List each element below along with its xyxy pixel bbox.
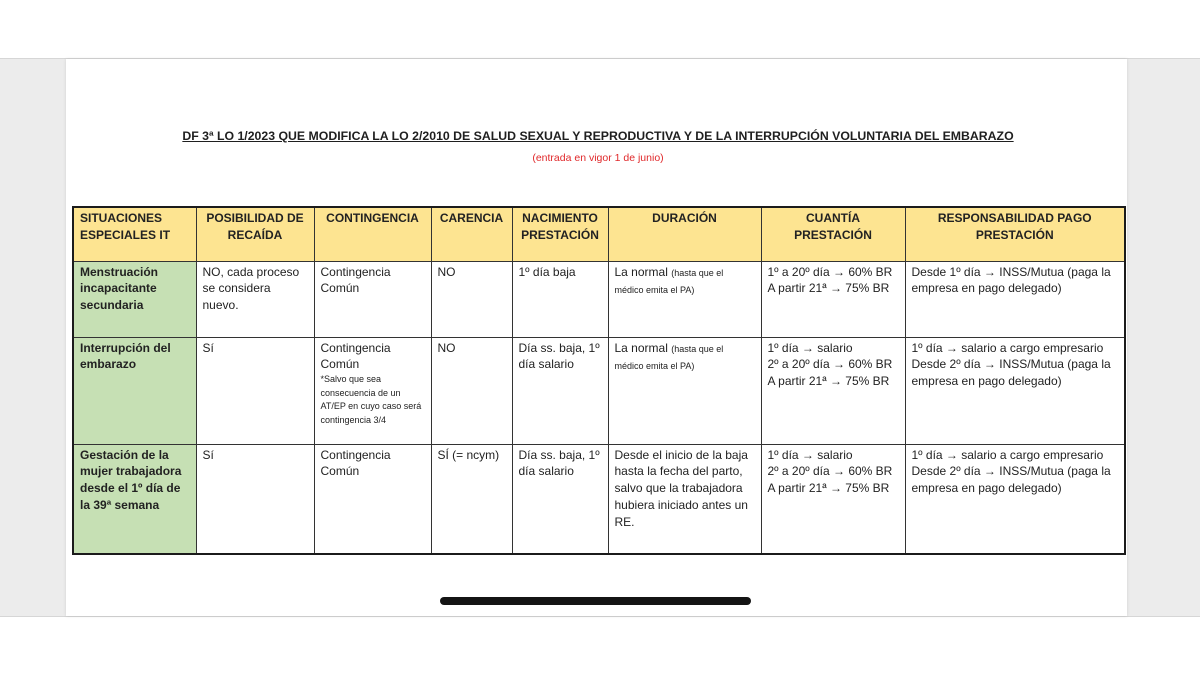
table-row bbox=[73, 337, 1125, 444]
situation-cell: Interrupción del embarazo bbox=[73, 337, 196, 444]
responsabilidad-line: Desde 1º día → INSS/Mutua (paga la empresa en pago delegado) bbox=[911, 264, 1111, 296]
page-subtitle: (entrada en vigor 1 de junio) bbox=[532, 152, 664, 164]
cuantia-cell bbox=[761, 337, 905, 444]
carencia-cell: NO bbox=[431, 337, 512, 444]
cuantia-line: A partir 21ª → 75% BR bbox=[767, 281, 890, 296]
column-header: SITUACIONES ESPECIALES IT bbox=[73, 207, 196, 261]
column-header: RESPONSABILIDAD PAGO PRESTACIÓN bbox=[905, 207, 1125, 261]
recaida-cell: NO, cada proceso se considera nuevo. bbox=[196, 261, 314, 337]
cuantia-cell bbox=[761, 261, 905, 337]
situation-cell: Menstruación incapacitante secundaria bbox=[73, 261, 196, 337]
responsabilidad-line: Desde 2º día → INSS/Mutua (paga la empresa en pago delegado) bbox=[911, 464, 1111, 496]
page-title: DF 3ª LO 1/2023 QUE MODIFICA LA LO 2/2010 DE SALUD SEXUAL Y REPRODUCTIVA Y DE LA INTERRUPCIÓN VOLUNTARIA DEL EMBARAZO bbox=[182, 129, 1014, 143]
nacimiento-cell: 1º día baja bbox=[512, 261, 608, 337]
column-header: CONTINGENCIA bbox=[314, 207, 431, 261]
contingencia-cell: Contingencia Común bbox=[314, 261, 431, 337]
responsabilidad-cell bbox=[905, 444, 1125, 554]
responsabilidad-line: 1º día → salario a cargo empresario bbox=[911, 447, 1104, 462]
contingencia-main: Contingencia Común bbox=[320, 340, 391, 372]
bottom-bar bbox=[0, 616, 1200, 676]
cuantia-line: A partir 21ª → 75% BR bbox=[767, 481, 890, 496]
situation-cell: Gestación de la mujer trabajadora desde el 1º día de la 39ª semana bbox=[73, 444, 196, 554]
duracion-cell bbox=[608, 261, 761, 337]
column-header: CARENCIA bbox=[431, 207, 512, 261]
duracion-cell bbox=[608, 337, 761, 444]
responsabilidad-cell bbox=[905, 337, 1125, 444]
nacimiento-cell: Día ss. baja, 1º día salario bbox=[512, 444, 608, 554]
column-header: CUANTÍA PRESTACIÓN bbox=[761, 207, 905, 261]
contingencia-cell: Contingencia Común bbox=[314, 444, 431, 554]
cuantia-line: 1º a 20º día → 60% BR bbox=[767, 264, 893, 279]
responsabilidad-line: Desde 2º día → INSS/Mutua (paga la empresa en pago delegado) bbox=[911, 357, 1111, 389]
column-header: POSIBILIDAD DE RECAÍDA bbox=[196, 207, 314, 261]
nacimiento-cell: Día ss. baja, 1º día salario bbox=[512, 337, 608, 444]
column-header: NACIMIENTO PRESTACIÓN bbox=[512, 207, 608, 261]
cuantia-line: A partir 21ª → 75% BR bbox=[767, 374, 890, 389]
carencia-cell: NO bbox=[431, 261, 512, 337]
contingencia-note: *Salvo que sea consecuencia de un AT/EP en cuyo caso será contingencia 3/4 bbox=[320, 374, 422, 425]
responsabilidad-line: 1º día → salario a cargo empresario bbox=[911, 340, 1104, 355]
cuantia-line: 1º día → salario bbox=[767, 447, 853, 462]
duracion-cell: Desde el inicio de la baja hasta la fecha del parto, salvo que la trabajadora hubiera iniciado antes un RE. bbox=[608, 444, 761, 554]
recaida-cell: Sí bbox=[196, 337, 314, 444]
duracion-main: La normal bbox=[614, 264, 668, 279]
top-bar bbox=[0, 0, 1200, 59]
carencia-cell: SÍ (= ncym) bbox=[431, 444, 512, 554]
responsabilidad-cell bbox=[905, 261, 1125, 337]
duracion-note: (hasta que el médico emita el PA) bbox=[614, 267, 724, 296]
situations-table bbox=[72, 206, 1126, 555]
table-row bbox=[73, 444, 1125, 554]
home-indicator[interactable] bbox=[440, 597, 751, 605]
cuantia-line: 1º día → salario bbox=[767, 340, 853, 355]
cuantia-line: 2º a 20º día → 60% BR bbox=[767, 464, 893, 479]
duracion-main: La normal bbox=[614, 340, 668, 355]
recaida-cell: Sí bbox=[196, 444, 314, 554]
column-header: DURACIÓN bbox=[608, 207, 761, 261]
contingencia-cell bbox=[314, 337, 431, 444]
cuantia-cell bbox=[761, 444, 905, 554]
document-page bbox=[66, 59, 1127, 616]
table-header-row bbox=[73, 207, 1125, 261]
table-row bbox=[73, 261, 1125, 337]
cuantia-line: 2º a 20º día → 60% BR bbox=[767, 357, 893, 372]
duracion-note: (hasta que el médico emita el PA) bbox=[614, 343, 724, 372]
